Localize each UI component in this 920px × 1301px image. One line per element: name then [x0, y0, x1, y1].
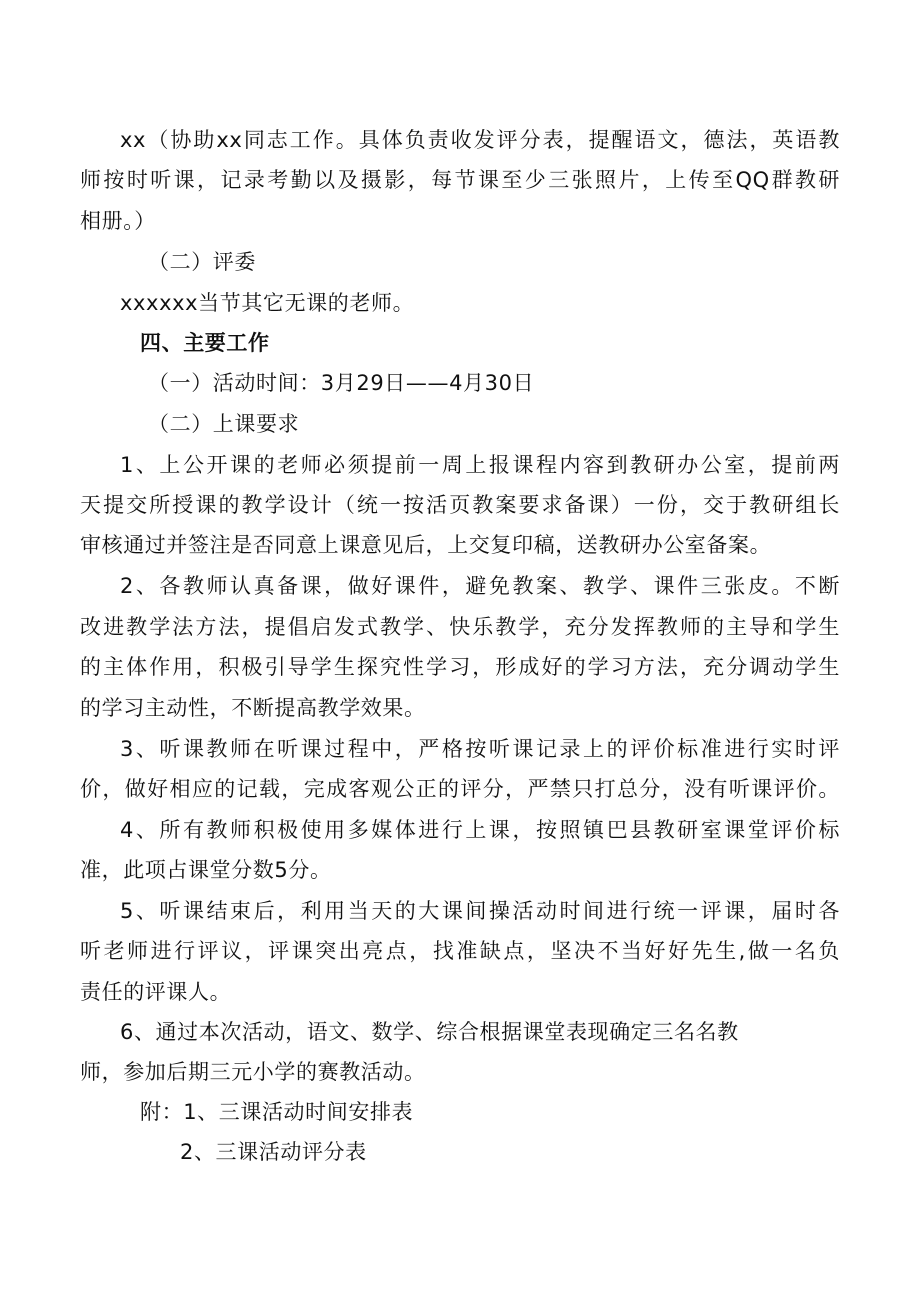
item-5-line-1: 5、听课结束后，利用当天的大课间操活动时间进行统一评课，届时各	[120, 899, 840, 923]
text-line-judges: xxxxxx当节其它无课的老师。	[120, 291, 415, 315]
text-line-1: xx（协助xx同志工作。具体负责收发评分表，提醒语文，德法，英语教	[120, 128, 840, 152]
activity-time: （一）活动时间：3月29日——4月30日	[148, 371, 535, 395]
section-judges: （二）评委	[148, 250, 256, 274]
appendix-item-1: 附：1、三课活动时间安排表	[140, 1100, 414, 1124]
appendix-item-2: 2、三课活动评分表	[180, 1140, 367, 1164]
item-2-line-2: 改进教学法方法，提倡启发式教学、快乐教学，充分发挥教师的主导和学生	[80, 615, 840, 639]
section-heading-main-work: 四、主要工作	[140, 331, 270, 355]
item-6-line-1: 6、通过本次活动，语文、数学、综合根据课堂表现确定三名名教	[120, 1020, 739, 1044]
item-4-line-2: 准，此项占课堂分数5分。	[80, 858, 332, 882]
item-5-line-3: 责任的评课人。	[80, 980, 232, 1004]
item-1-line-2: 天提交所授课的教学设计（统一按活页教案要求备课）一份，交于教研组长	[80, 493, 840, 517]
item-1-line-3: 审核通过并签注是否同意上课意见后，上交复印稿，送教研办公室备案。	[80, 533, 772, 557]
item-1-line-1: 1、上公开课的老师必须提前一周上报课程内容到教研办公室，提前两	[120, 453, 840, 477]
item-4-line-1: 4、所有教师积极使用多媒体进行上课，按照镇巴县教研室课堂评价标	[120, 818, 840, 842]
item-2-line-3: 的主体作用，积极引导学生探究性学习，形成好的学习方法，充分调动学生	[80, 655, 840, 679]
item-3-line-1: 3、听课教师在听课过程中，严格按听课记录上的评价标准进行实时评	[120, 737, 840, 761]
item-6-line-2: 师，参加后期三元小学的赛教活动。	[80, 1060, 426, 1084]
text-line-2: 师按时听课，记录考勤以及摄影，每节课至少三张照片，上传至QQ群教研	[80, 168, 840, 192]
item-5-line-2: 听老师进行评议，评课突出亮点，找准缺点，坚决不当好好先生,做一名负	[80, 939, 840, 963]
item-3-line-2: 价，做好相应的记载，完成客观公正的评分，严禁只打总分，没有听课评价。	[80, 777, 840, 801]
text-line-3: 相册。）	[80, 209, 156, 233]
section-class-requirements: （二）上课要求	[148, 412, 300, 436]
item-2-line-1: 2、各教师认真备课，做好课件，避免教案、教学、课件三张皮。不断	[120, 574, 840, 598]
item-2-line-4: 的学习主动性，不断提高教学效果。	[80, 696, 426, 720]
